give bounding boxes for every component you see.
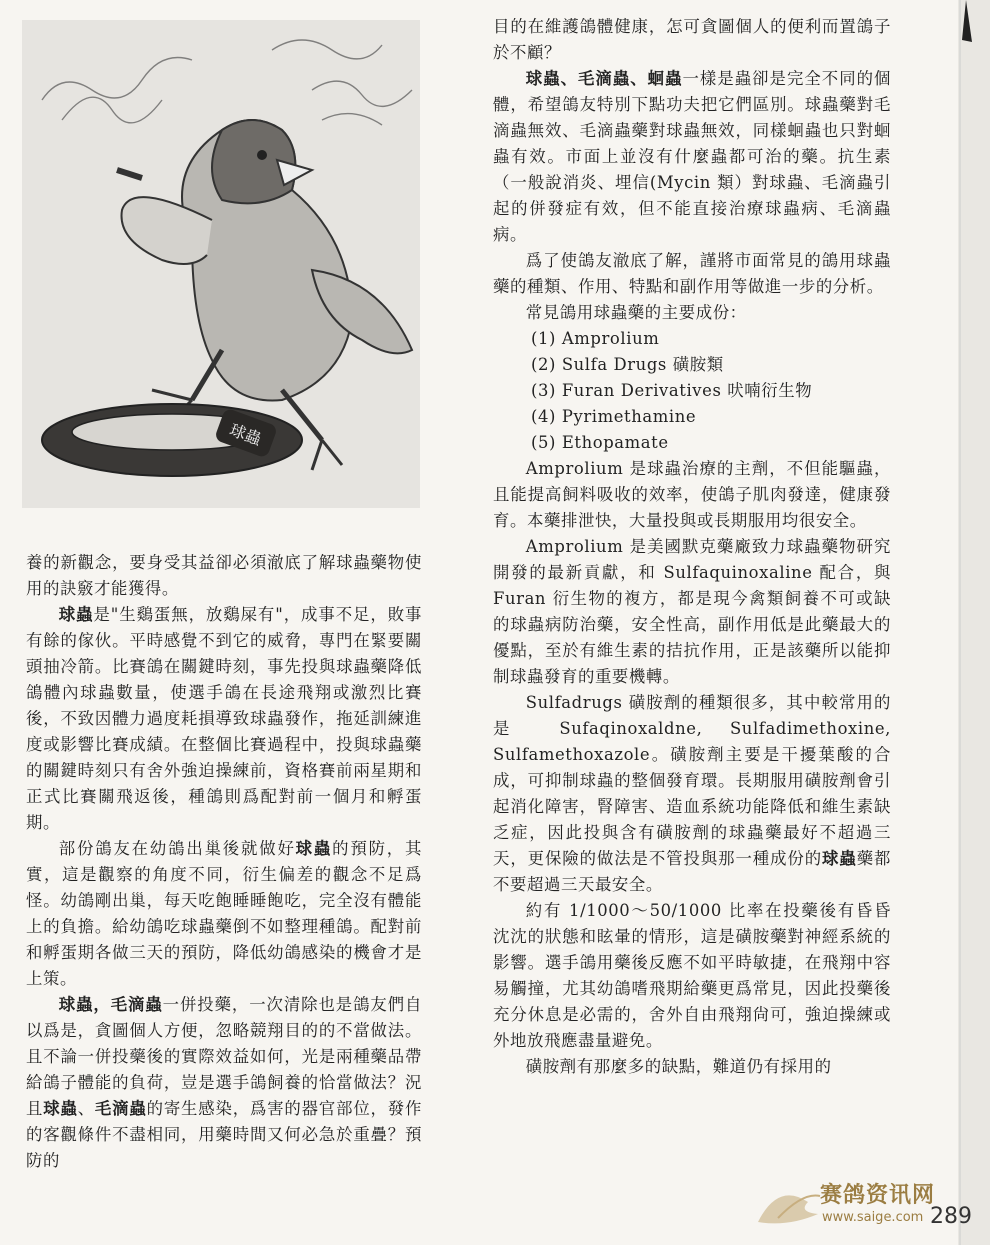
right-paragraph-4: Amprolium 是球蟲治療的主劑，不但能驅蟲，且能提高飼料吸收的效率，使鴿子肌肉發達，健康發育。本藥排泄快，大量投與或長期服用均很安全。 [493, 459, 891, 530]
right-paragraph-0: 目的在維護鴿體健康，怎可貪圖個人的便利而置鴿子於不顧？ [493, 17, 891, 62]
bold-term: 球蟲 [295, 839, 333, 858]
right-text-column [493, 14, 891, 1080]
left-paragraph-3: 部份鴿友在幼鴿出巢後就做好球蟲的預防，其實，這是觀察的角度不同，衍生偏差的觀念不足爲怪。幼鴿剛出巢，每天吃飽睡睡飽吃，完全沒有體能上的負擔。給幼鴿吃球蟲藥倒不如整理種鴿。配對前和孵蛋期各做三天的預防，降低幼鴿感染的機會才是上策。 [26, 839, 422, 988]
bold-term: 球蟲 [822, 849, 857, 868]
left-paragraph-2: 球蟲是"生鷄蛋無，放鷄屎有"，成事不足，敗事有餘的傢伙。平時感覺不到它的威脅，專門在緊要關頭抽冷箭。比賽鴿在關鍵時刻，事先投與球蟲藥降低鴿體內球蟲數量，使選手鴿在長途飛翔或激烈比賽後，不致因體力過度耗損導致球蟲發作，拖延訓練進度或影響比賽成績。在整個比賽過程中，投與球蟲藥的關鍵時刻只有舍外強迫操練前，資格賽前兩星期和正式比賽關飛返後，種鴿則爲配對前一個月和孵蛋期。 [26, 605, 423, 832]
right-paragraph-5: Amprolium 是美國默克藥廠致力球蟲藥物研究開發的最新貢獻，和 Sulfaquinoxaline 配合，與 Furan 衍生物的複方，都是現今禽類飼養不可或缺的球蟲病防治藥，安全性高，副作用低是此藥最大的優點，至於有維生素的拮抗作用，正是該藥所以能抑制球蟲發育的重要機轉。 [493, 537, 891, 686]
left-paragraph-4: 球蟲，毛滴蟲一併投藥，一次清除也是鴿友們自以爲是，貪圖個人方便，忽略競翔目的的不當做法。且不論一併投藥後的實際效益如何，光是兩種藥品帶給鴿子體能的負荷，豈是選手鴿飼養的恰當做法？況且球蟲、毛滴蟲的寄生感染，爲害的器官部位，發作的客觀條件不盡相同，用藥時間又何必急於重疊？預防的 [26, 995, 423, 1170]
right-paragraph-2: 爲了使鴿友澈底了解，謹將市面常見的鴿用球蟲藥的種類、作用、特點和副作用等做進一步的分析。 [493, 251, 891, 296]
right-paragraph-1: 球蟲、毛滴蟲、蛔蟲一樣是蟲卻是完全不同的個體，希望鴿友特別下點功夫把它們區別。球蟲藥對毛滴蟲無效、毛滴蟲藥對球蟲無效，同樣蛔蟲也只對蛔蟲有效。市面上並沒有什麼蟲都可治的藥。抗生素（一般說消炎、埋信(Mycin 類）對球蟲、毛滴蟲引起的併發症有效，但不能直接治療球蟲病、毛滴蟲病。 [493, 69, 892, 244]
left-paragraph-1: 養的新觀念，要身受其益卻必須澈底了解球蟲藥物使用的訣竅才能獲得。 [26, 553, 422, 598]
page-edge-strip [958, 0, 990, 1245]
ingredient-item: (4) Pyrimethamine [531, 407, 697, 426]
bold-term: 球蟲，毛滴蟲 [58, 995, 163, 1014]
bold-term: 球蟲 [43, 1099, 78, 1118]
right-paragraph-7: 約有 1/1000～50/1000 比率在投藥後有昏昏沈沈的狀態和眩暈的情形，這是磺胺藥對神經系統的影響。選手鴿用藥後反應不如平時敏捷，在飛翔中容易觸撞，尤其幼鴿嗜飛期給藥更爲常見，因此投藥後充分休息是必需的，舍外自由飛翔尙可，強迫操練或外地放飛應盡量避免。 [493, 901, 891, 1050]
watermark-site-name: 赛鸽资讯网 [820, 1183, 936, 1208]
right-paragraph-6: Sulfadrugs 磺胺劑的種類很多，其中較常用的是 Sufaqinoxaldne, Sulfadimethoxine, Sulfamethoxazole。磺胺劑主要是干擾葉酸的合成，可抑制球蟲的整個發育環。長期服用磺胺劑會引起消化障害，腎障害、造血系統功能降低和維生素缺乏症，因此投與含有磺胺劑的球蟲藥最好不超過三天，更保險的做法是不管投與那一種成份的球蟲藥都不要超過三天最安全。 [493, 693, 891, 894]
bold-term: 毛滴蟲 [94, 1099, 147, 1118]
bold-term: 球蟲 [58, 605, 94, 624]
bold-term: 球蟲、毛滴蟲、蛔蟲 [525, 69, 683, 88]
bug-badge-label: 球蟲 [227, 420, 264, 449]
ingredient-item: (1) Amprolium [531, 329, 660, 348]
ingredient-item: (2) Sulfa Drugs 磺胺類 [531, 355, 724, 374]
ingredient-item: (3) Furan Derivatives 吠喃衍生物 [531, 381, 813, 400]
pigeon-cartoon-illustration [22, 20, 420, 508]
left-text-column [26, 550, 422, 1174]
ingredient-item: (5) Ethopamate [531, 433, 669, 452]
ingredients-heading: 常見鴿用球蟲藥的主要成份： [525, 303, 747, 322]
page-number: 289 [930, 1204, 972, 1229]
right-paragraph-8: 磺胺劑有那麼多的缺點，難道仍有採用的 [525, 1057, 832, 1076]
watermark-url: www.saige.com [822, 1210, 924, 1225]
